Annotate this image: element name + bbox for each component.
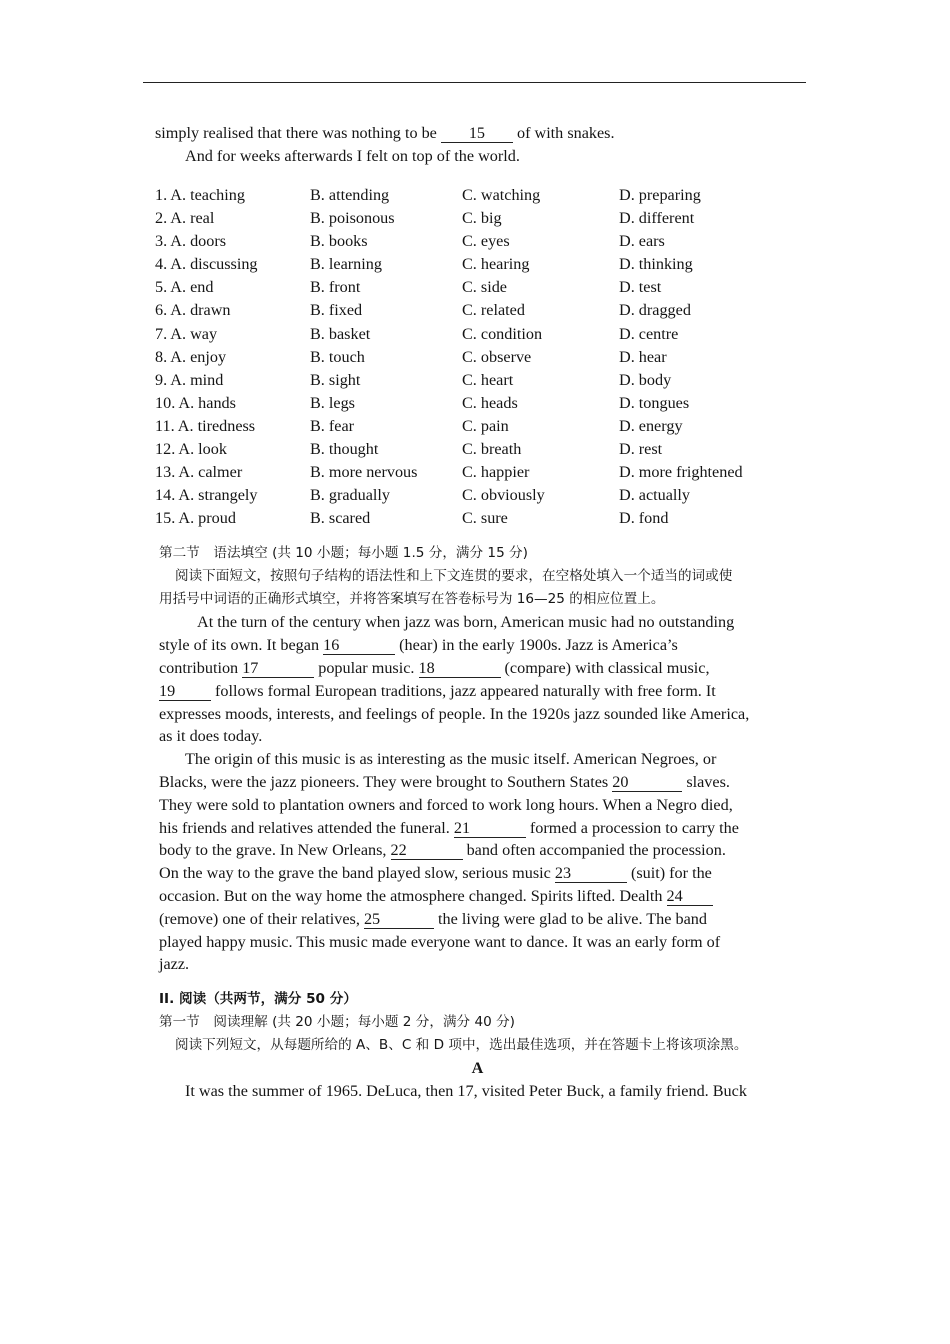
option-b[interactable]: B. gradually: [310, 486, 391, 505]
option-c[interactable]: C. observe: [462, 347, 532, 366]
passage-paragraph-1: [159, 611, 800, 748]
option-c[interactable]: C. heads: [462, 393, 518, 412]
option-a[interactable]: 13. A. calmer: [155, 463, 243, 482]
p2-l5-pre: body to the grave. In New Orleans,: [159, 841, 391, 860]
blank-18[interactable]: 18: [419, 659, 501, 678]
blank-20[interactable]: 20: [612, 773, 682, 792]
section-2-instruction-1: 阅读下面短文，按照句子结构的语法性和上下文连贯的要求，在空格处填入一个适当的词或使: [175, 568, 733, 585]
blank-17[interactable]: 17: [242, 659, 314, 678]
option-d[interactable]: D. ears: [619, 232, 665, 251]
option-a[interactable]: 8. A. enjoy: [155, 347, 227, 366]
option-b[interactable]: B. front: [310, 278, 361, 297]
option-d[interactable]: D. hear: [619, 347, 667, 366]
option-a[interactable]: 2. A. real: [155, 209, 215, 228]
option-d[interactable]: D. tongues: [619, 393, 690, 412]
option-d[interactable]: D. preparing: [619, 186, 701, 204]
p1-l3-pre: contribution: [159, 659, 243, 677]
p2-line-5: [159, 839, 800, 862]
option-c[interactable]: C. obviously: [462, 486, 545, 505]
option-row: [155, 184, 800, 207]
option-b[interactable]: B. more nervous: [310, 463, 418, 482]
option-row: [155, 392, 800, 415]
option-a[interactable]: 1. A. teaching: [155, 186, 245, 204]
p2-l2-post: slaves.: [682, 772, 730, 791]
option-row: [155, 415, 800, 438]
intro-text-post: of with snakes.: [512, 124, 615, 142]
option-c[interactable]: C. side: [462, 278, 507, 297]
p2-l5-post: band often accompanied the procession.: [462, 841, 726, 860]
option-row: [155, 438, 800, 461]
p2-l4-pre: his friends and relatives attended the funeral.: [159, 818, 454, 837]
option-b[interactable]: B. basket: [310, 324, 371, 343]
blank-23[interactable]: 23: [555, 864, 627, 883]
p2-l2-pre: Blacks, were the jazz pioneers. They were brought to Southern States: [159, 772, 613, 791]
p2-line-10: jazz.: [159, 955, 190, 974]
option-b[interactable]: B. sight: [310, 370, 361, 389]
option-a[interactable]: 12. A. look: [155, 440, 227, 459]
option-b[interactable]: B. attending: [310, 186, 390, 204]
option-row: [155, 461, 800, 484]
section-2: [155, 542, 800, 611]
option-d[interactable]: D. thinking: [619, 255, 693, 274]
option-a[interactable]: 11. A. tiredness: [155, 416, 256, 435]
option-b[interactable]: B. poisonous: [310, 209, 395, 228]
part-2-subheading: 第一节 阅读理解 (共 20 小题；每小题 2 分，满分 40 分): [159, 1014, 515, 1031]
p2-l4-post: formed a procession to carry the: [525, 818, 739, 837]
part-2-heading: II. 阅读（共两节，满分 50 分）: [159, 991, 357, 1008]
option-d[interactable]: D. centre: [619, 324, 679, 343]
header-rule: [143, 82, 806, 83]
option-a[interactable]: 6. A. drawn: [155, 301, 231, 320]
p2-l6-pre: On the way to the grave the band played slow, serious music: [159, 864, 555, 883]
exam-page: [155, 122, 800, 1103]
option-row: [155, 299, 800, 322]
option-a[interactable]: 14. A. strangely: [155, 486, 258, 505]
p2-l7-pre: occasion. But on the way home the atmosphere changed. Spirits lifted. Dealth: [159, 886, 667, 905]
option-c[interactable]: C. watching: [462, 186, 541, 204]
option-c[interactable]: C. heart: [462, 370, 514, 389]
p2-line-6: [159, 862, 800, 885]
p1-line-5: expresses moods, interests, and feelings of people. In the 1920s jazz sounded like America,: [159, 704, 750, 723]
option-a[interactable]: 5. A. end: [155, 278, 214, 297]
option-b[interactable]: B. thought: [310, 440, 379, 459]
option-d[interactable]: D. actually: [619, 486, 691, 505]
p1-line-3: [159, 657, 800, 680]
option-row: [155, 276, 800, 299]
option-c[interactable]: C. related: [462, 301, 525, 320]
p2-line-9: played happy music. This music made everyone want to dance. It was an early form of: [159, 932, 721, 951]
option-row: [155, 230, 800, 253]
p1-l4-post: follows formal European traditions, jazz appeared naturally with free form. It: [211, 681, 716, 700]
passage-a-first-line: It was the summer of 1965. DeLuca, then 17, visited Peter Buck, a family friend. Buck: [185, 1082, 747, 1101]
passage-paragraph-2: [159, 748, 800, 976]
option-a[interactable]: 9. A. mind: [155, 370, 224, 389]
option-b[interactable]: B. legs: [310, 393, 355, 412]
option-b[interactable]: B. books: [310, 232, 368, 251]
p2-line-1: The origin of this music is as interesting as the music itself. American Negroes, or: [185, 750, 717, 769]
section-2-title: 第二节 语法填空 (共 10 小题；每小题 1.5 分，满分 15 分): [159, 545, 528, 562]
option-b[interactable]: B. fear: [310, 416, 355, 435]
option-a[interactable]: 15. A. proud: [155, 509, 236, 528]
option-a[interactable]: 4. A. discussing: [155, 255, 258, 274]
option-d[interactable]: D. fond: [619, 509, 669, 528]
option-b[interactable]: B. learning: [310, 255, 382, 274]
option-row: [155, 346, 800, 369]
p2-line-4: [159, 817, 800, 840]
option-a[interactable]: 3. A. doors: [155, 232, 227, 251]
option-c[interactable]: C. eyes: [462, 232, 510, 251]
p1-l2-pre: style of its own. It began: [159, 636, 324, 655]
option-row: [155, 507, 800, 530]
blank-19[interactable]: 19: [159, 682, 211, 701]
p1-l2-post: (hear) in the early 1900s. Jazz is America’s: [395, 636, 678, 655]
option-c[interactable]: C. sure: [462, 509, 508, 528]
option-d[interactable]: D. energy: [619, 416, 683, 435]
option-c[interactable]: C. breath: [462, 440, 522, 459]
p2-l8-pre: (remove) one of their relatives,: [159, 909, 364, 928]
blank-25[interactable]: 25: [364, 910, 434, 929]
option-row: [155, 253, 800, 276]
option-row: [155, 369, 800, 392]
option-row: [155, 207, 800, 230]
option-d[interactable]: D. dragged: [619, 301, 691, 320]
options-table: [155, 184, 800, 530]
option-d[interactable]: D. rest: [619, 440, 663, 459]
option-b[interactable]: B. touch: [310, 347, 365, 366]
intro-line-2: And for weeks afterwards I felt on top of the world.: [185, 147, 520, 165]
blank-16[interactable]: 16: [323, 636, 395, 655]
option-c[interactable]: C. pain: [462, 416, 509, 435]
intro-line-1: [155, 122, 800, 145]
option-b[interactable]: B. scared: [310, 509, 371, 528]
blank-15[interactable]: 15: [441, 124, 513, 143]
blank-24[interactable]: 24: [667, 887, 713, 906]
option-d[interactable]: D. body: [619, 370, 672, 389]
option-a[interactable]: 7. A. way: [155, 324, 218, 343]
option-d[interactable]: D. more frightened: [619, 463, 743, 482]
p2-line-2: [159, 771, 800, 794]
option-row: [155, 484, 800, 507]
option-d[interactable]: D. test: [619, 278, 662, 297]
option-c[interactable]: C. hearing: [462, 255, 530, 274]
p1-line-1: At the turn of the century when jazz was born, American music had no outstanding: [197, 613, 735, 632]
option-c[interactable]: C. happier: [462, 463, 530, 482]
option-row: [155, 323, 800, 346]
part-2-instruction: 阅读下列短文，从每题所给的 A、B、C 和 D 项中，选出最佳选项，并在答题卡上将该项涂黑。: [175, 1037, 748, 1054]
p2-line-3: They were sold to plantation owners and forced to work long hours. When a Negro died,: [159, 795, 733, 814]
p1-line-2: [159, 634, 800, 657]
p2-line-7: [159, 885, 800, 908]
blank-21[interactable]: 21: [454, 819, 526, 838]
p1-l3-mid: popular music.: [314, 659, 419, 677]
intro-text-pre: simply realised that there was nothing to be: [155, 124, 441, 142]
p2-l8-post: the living were glad to be alive. The band: [433, 909, 707, 928]
p1-line-4: [159, 680, 800, 703]
section-2-instruction-2: 用括号中词语的正确形式填空，并将答案填写在答卷标号为 16—25 的相应位置上。: [159, 591, 665, 608]
passage-letter: A: [471, 1059, 484, 1078]
blank-22[interactable]: 22: [391, 841, 463, 860]
p2-line-8: [159, 908, 800, 931]
option-d[interactable]: D. different: [619, 209, 695, 228]
option-c[interactable]: C. big: [462, 209, 502, 228]
p2-l6-post: (suit) for the: [626, 864, 712, 883]
p1-line-6: as it does today.: [159, 727, 263, 746]
p1-l3-post: (compare) with classical music,: [500, 659, 710, 677]
option-b[interactable]: B. fixed: [310, 301, 363, 320]
option-c[interactable]: C. condition: [462, 324, 543, 343]
option-a[interactable]: 10. A. hands: [155, 393, 236, 412]
